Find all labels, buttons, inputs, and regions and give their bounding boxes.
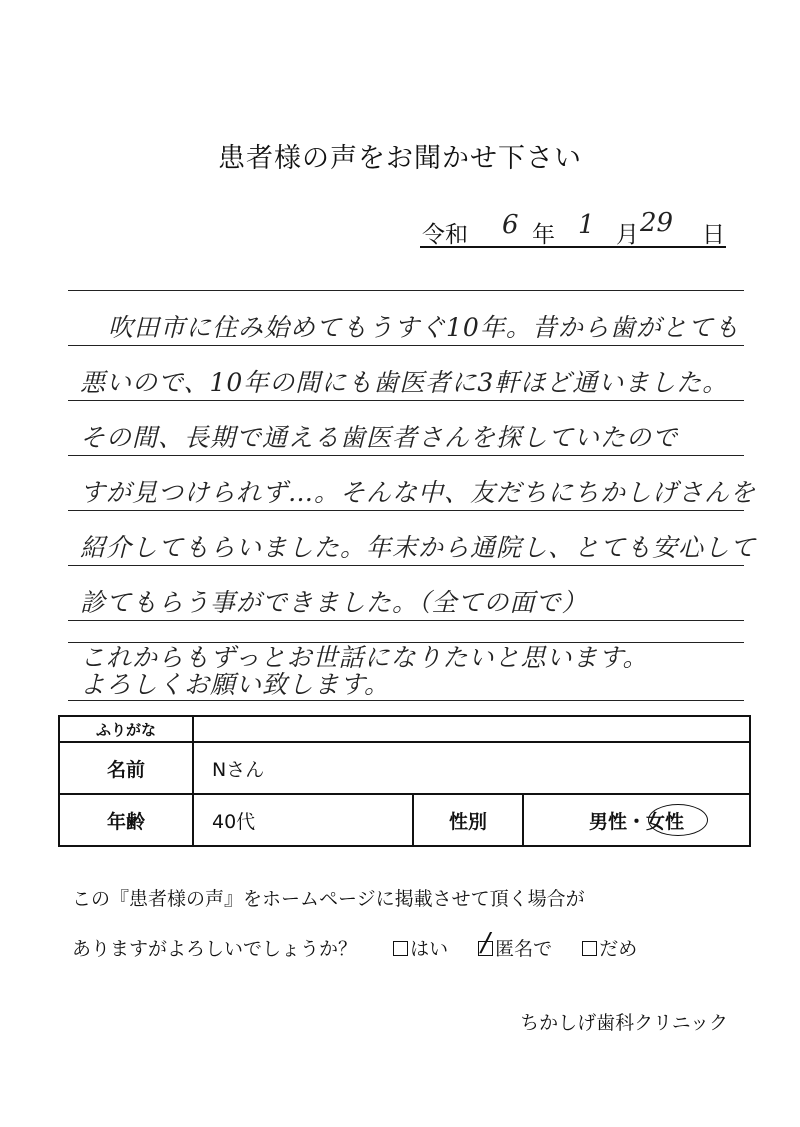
comment-line: 診てもらう事ができました。（全ての面で） [80, 588, 588, 617]
comment-line: これからもずっとお世話になりたいと思います。 [80, 643, 649, 672]
date-era: 令和 [422, 222, 468, 248]
ruled-line [68, 642, 744, 643]
comment-line: よろしくお願い致します。 [80, 670, 391, 699]
ruled-line [68, 345, 744, 346]
name-value: Nさん [193, 742, 750, 794]
checkbox-no[interactable] [582, 941, 597, 956]
comment-line: 紹介してもらいました。年末から通院し、とても安心して [80, 533, 757, 562]
furigana-label: ふりがな [59, 716, 193, 742]
form-title: 患者様の声をお聞かせ下さい [218, 143, 582, 174]
ruled-line [68, 455, 744, 456]
option-yes-label: はい [410, 938, 449, 960]
date-month-unit: 月 [616, 222, 639, 248]
option-no-label: だめ [599, 938, 638, 960]
gender-options: 男性・女性 [588, 810, 684, 833]
consent-question: ありますがよろしいでしょうか？ [72, 938, 358, 960]
comment-line: 悪いので、10年の間にも歯医者に3軒ほど通いました。 [80, 368, 729, 397]
checkbox-yes[interactable] [393, 941, 408, 956]
date-year: 6 [502, 210, 519, 240]
ruled-line [68, 565, 744, 566]
comment-line: 吹田市に住み始めてもうすぐ10年。昔から歯がとても [108, 313, 740, 342]
age-label: 年齢 [59, 794, 193, 846]
name-label: 名前 [59, 742, 193, 794]
ruled-line [68, 620, 744, 621]
comment-line: その間、長期で通える歯医者さんを探していたので [80, 423, 679, 452]
comment-line: すが見つけられず…。そんな中、友だちにちかしげさんを [80, 478, 757, 507]
date-year-unit: 年 [532, 222, 555, 248]
date-day: 29 [640, 208, 674, 238]
patient-info-table [58, 715, 751, 847]
gender-value [523, 794, 750, 846]
consent-line-1: この『患者様の声』をホームページに掲載させて頂く場合が [72, 888, 585, 910]
consent-line-2 [72, 928, 638, 961]
ruled-line [68, 700, 744, 701]
option-anonymous[interactable] [478, 928, 558, 960]
option-anonymous-label: 匿名で [495, 938, 553, 960]
option-yes[interactable] [393, 938, 454, 960]
gender-circle-mark [648, 804, 708, 836]
age-value: 40代 [193, 794, 413, 846]
furigana-value [193, 716, 750, 742]
ruled-line [68, 510, 744, 511]
date-day-unit: 日 [702, 222, 725, 248]
date-line [420, 208, 726, 248]
ruled-line [68, 400, 744, 401]
option-no[interactable] [582, 938, 637, 960]
ruled-line [68, 290, 744, 291]
clinic-name: ちかしげ歯科クリニック [520, 1012, 728, 1034]
date-month: 1 [578, 210, 595, 240]
check-mark-icon: / [481, 928, 490, 958]
gender-label: 性別 [413, 794, 523, 846]
